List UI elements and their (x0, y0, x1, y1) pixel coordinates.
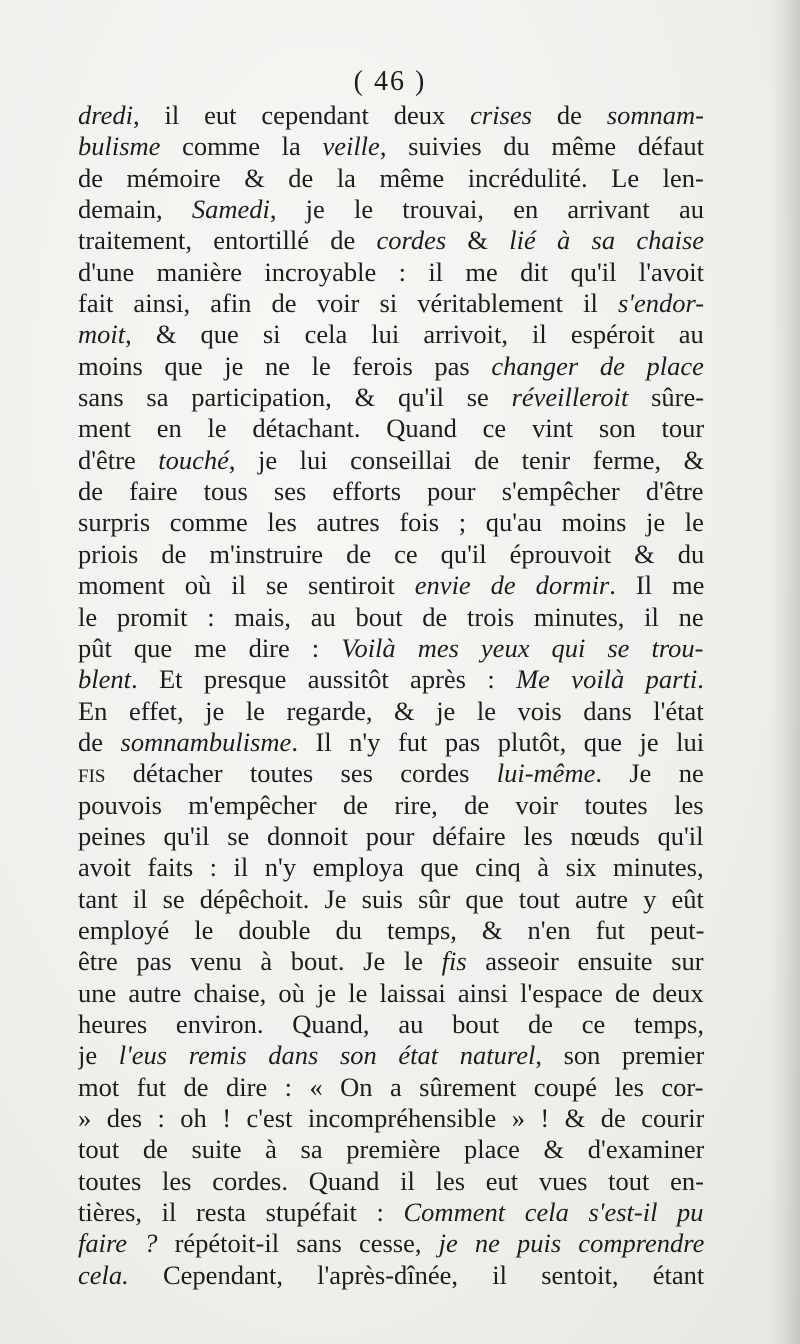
text-segment: de (532, 100, 607, 130)
italic-text: lui-même (496, 758, 596, 789)
text-segment: d'une manière incroyable : il me dit qu'il l'avoit (78, 256, 704, 287)
italic-text: je ne puis comprendre (438, 1228, 704, 1259)
text-line (78, 288, 704, 319)
text-line (78, 915, 704, 946)
text-segment: tout de suite à sa première place & d'examiner (78, 1134, 704, 1165)
text-segment: . (697, 664, 704, 695)
italic-text: changer de place (491, 350, 704, 381)
italic-text: somnam- (606, 100, 704, 130)
text-line (78, 539, 704, 570)
text-line (78, 1040, 704, 1071)
text-line (78, 100, 704, 131)
italic-text: réveilleroit (511, 382, 629, 413)
italic-text: Samedi (191, 194, 270, 225)
text-line (78, 664, 704, 695)
small-caps-text: fis (78, 758, 106, 789)
text-segment: mot fut de dire : « On a sûrement coupé les cor- (78, 1071, 704, 1102)
text-segment: demain, (78, 194, 192, 225)
text-segment: comme la (160, 131, 323, 162)
text-segment: pût que me dire : (78, 632, 342, 663)
text-segment: , je le trouvai, en arrivant au (269, 194, 704, 225)
text-segment: heures environ. Quand, au bout de ce temps, (78, 1008, 704, 1039)
text-line (78, 821, 704, 852)
text-segment: je (78, 1040, 119, 1071)
text-segment: pouvois m'empêcher de rire, de voir toutes les (78, 789, 704, 820)
text-segment: moins que je ne le ferois pas (78, 350, 492, 381)
italic-text: envie de dormir (414, 570, 610, 601)
italic-text: Comment cela s'est-il pu (403, 1197, 704, 1228)
text-line (78, 131, 704, 162)
text-line (78, 163, 704, 194)
text-segment: priois de m'instruire de ce qu'il éprouvoit & du (78, 538, 704, 569)
text-segment: , je lui conseillai de tenir ferme, & (228, 444, 704, 475)
italic-text: fis (441, 946, 467, 977)
text-segment: de (78, 726, 121, 757)
text-line (78, 696, 704, 727)
text-segment: détacher toutes ses cordes (105, 758, 497, 789)
text-line (78, 570, 704, 601)
text-segment: , son premier (535, 1040, 704, 1071)
italic-text: Me voilà parti (516, 664, 698, 695)
italic-text: blent (78, 664, 131, 695)
italic-text: faire ? (78, 1228, 158, 1259)
italic-text: cordes (376, 225, 447, 256)
text-segment: . Il n'y fut pas plutôt, que je lui (291, 726, 704, 757)
text-line (78, 319, 704, 350)
italic-text: cela. (78, 1259, 129, 1290)
text-line (78, 1166, 704, 1197)
body-text (78, 100, 704, 1291)
text-line (78, 602, 704, 633)
text-line (78, 257, 704, 288)
text-line (78, 1103, 704, 1134)
text-segment: tant il se dépêchoit. Je suis sûr que tout autre y eût (78, 883, 704, 914)
italic-text: Voilà mes yeux qui se trou- (341, 632, 704, 663)
italic-text: lié à sa chaise (509, 225, 704, 256)
text-segment: de mémoire & de la même incrédulité. Le len- (78, 162, 704, 193)
text-segment: le promit : mais, au bout de trois minutes, il ne (78, 601, 704, 632)
text-segment: une autre chaise, où je le laissai ainsi l'espace de deux (78, 977, 704, 1008)
text-segment: , suivies du même défaut (379, 131, 704, 162)
text-line (78, 476, 704, 507)
text-segment: toutes les cordes. Quand il les eut vues tout en- (78, 1165, 704, 1196)
italic-text: s'endor- (617, 288, 704, 319)
italic-text: crises (470, 100, 532, 130)
text-line (78, 194, 704, 225)
text-line (78, 225, 704, 256)
italic-text: somnambulisme (120, 726, 292, 757)
italic-text: bulisme (78, 131, 161, 162)
text-segment: sans sa participation, & qu'il se (78, 382, 512, 413)
text-segment: traitement, entortillé de (78, 225, 377, 256)
text-line (78, 445, 704, 476)
text-line (78, 852, 704, 883)
text-segment: peines qu'il se donnoit pour défaire les nœuds qu'il (78, 820, 704, 851)
text-line (78, 884, 704, 915)
text-line (78, 633, 704, 664)
text-segment: & (446, 225, 510, 256)
text-segment: tières, il resta stupéfait : (78, 1197, 404, 1228)
text-line (78, 507, 704, 538)
text-segment: , il eut cependant deux (132, 100, 471, 130)
text-line (78, 790, 704, 821)
page-number: ( 46 ) (353, 66, 427, 97)
page-spine-shadow (770, 0, 800, 1344)
text-segment: asseoir ensuite sur (466, 946, 704, 977)
text-segment: d'être (78, 444, 159, 475)
text-segment: » des : oh ! c'est incompréhensible » ! & de courir (78, 1103, 704, 1133)
text-segment: de faire tous ses efforts pour s'empêcher d'être (78, 476, 704, 507)
italic-text: moit (78, 319, 126, 350)
text-line (78, 1072, 704, 1103)
text-segment: . Et presque aussitôt après : (131, 664, 517, 695)
text-segment: Cependant, l'après-dînée, il sentoit, étant (128, 1259, 704, 1290)
text-line (78, 1260, 704, 1291)
text-line (78, 758, 704, 789)
text-line (78, 978, 704, 1009)
text-line (78, 1134, 704, 1165)
text-segment: répétoit-il sans cesse, (157, 1228, 439, 1259)
text-segment: , & que si cela lui arrivoit, il espéroit au (125, 319, 704, 350)
text-segment: employé le double du temps, & n'en fut peut- (78, 914, 704, 945)
italic-text: dredi (78, 100, 133, 130)
text-segment: sûre- (628, 382, 704, 413)
text-line (78, 1197, 704, 1228)
text-segment: En effet, je le regarde, & je le vois dans l'état (78, 695, 704, 726)
text-line (78, 1009, 704, 1040)
text-segment: être pas venu à bout. Je le (78, 946, 442, 977)
text-segment: avoit faits : il n'y employa que cinq à six minutes, (78, 852, 704, 883)
text-segment: ment en le détachant. Quand ce vint son tour (78, 413, 704, 444)
italic-text: touché (158, 444, 229, 475)
text-segment: surpris comme les autres fois ; qu'au moins je le (78, 507, 704, 538)
text-segment: . Il me (609, 570, 704, 601)
text-segment: . Je ne (595, 758, 704, 789)
italic-text: l'eus remis dans son état naturel (118, 1040, 536, 1071)
text-segment: fait ainsi, afin de voir si véritablement il (78, 288, 618, 319)
italic-text: veille (322, 131, 380, 162)
text-line (78, 382, 704, 413)
text-line (78, 1228, 704, 1259)
text-segment: moment où il se sentiroit (78, 570, 415, 601)
text-line (78, 413, 704, 444)
text-line (78, 727, 704, 758)
text-line (78, 351, 704, 382)
text-line (78, 946, 704, 977)
